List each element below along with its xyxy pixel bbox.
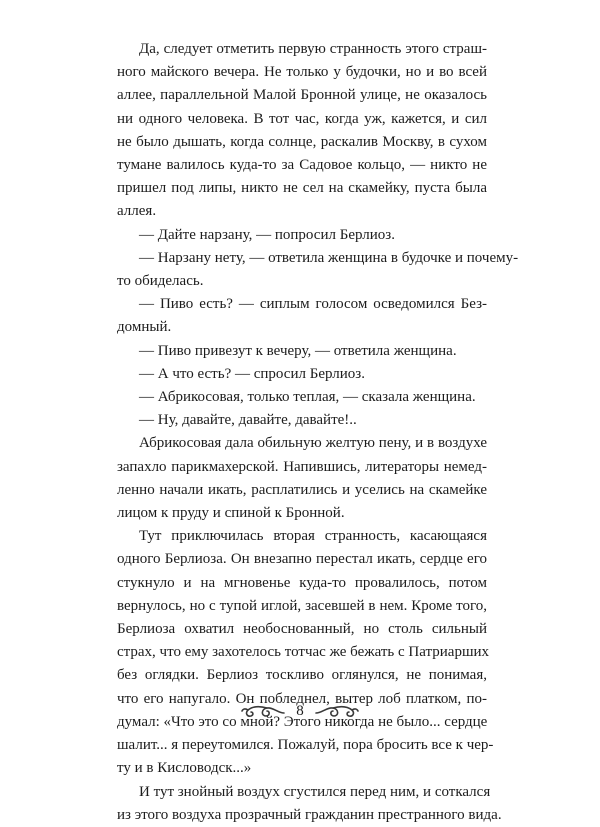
paragraph <box>117 247 519 293</box>
text-line: стукнуло и на мгновенье куда-то провалилось, потом <box>117 574 487 591</box>
text-line: не было дышать, когда солнце, раскалив Москву, в сухом <box>117 133 487 150</box>
text-line: — Абрикосовая, только теплая, — сказала женщина. <box>139 389 476 406</box>
text-line: Абрикосовая дала обильную желтую пену, и в воздухе <box>139 435 487 452</box>
paragraph <box>117 363 487 386</box>
text-line: домный. <box>117 319 172 336</box>
paragraph <box>117 525 494 780</box>
page-footer <box>0 696 600 726</box>
text-line: — Дайте нарзану, — попросил Берлиоз. <box>139 226 395 243</box>
scroll-ornament-right-icon <box>314 703 360 719</box>
paragraph <box>117 293 487 339</box>
paragraph <box>117 781 502 827</box>
text-line: — Пиво привезут к вечеру, — ответила женщина. <box>139 342 457 359</box>
paragraph <box>117 38 487 224</box>
text-line: — Пиво есть? — сиплым голосом осведомился Без- <box>139 296 487 313</box>
text-line: шалит... я переутомился. Пожалуй, пора бросить все к чер- <box>117 737 494 754</box>
text-line: ленно начали икать, расплатились и уселись на скамейке <box>117 481 487 498</box>
paragraph <box>117 340 487 363</box>
text-line: то обиделась. <box>117 273 204 290</box>
paragraph <box>117 409 487 432</box>
text-line: аллея. <box>117 203 157 220</box>
text-line: ни одного человека. В тот час, когда уж, кажется, и сил <box>117 110 487 127</box>
text-line: Да, следует отметить первую странность этого страш- <box>139 41 487 57</box>
text-line: одного Берлиоза. Он внезапно перестал икать, сердце его <box>117 551 487 568</box>
text-line: — Ну, давайте, давайте, давайте!.. <box>139 412 357 429</box>
text-line: думал: «Что это со мной? Этого никогда не было... сердце <box>117 713 488 730</box>
text-line: Тут приключилась вторая странность, касающаяся <box>139 528 487 545</box>
text-line: тумане валилось куда-то за Садовое кольцо, — никто не <box>117 157 487 174</box>
scroll-ornament-left-icon <box>240 703 286 719</box>
text-line: лицом к пруду и спиной к Бронной. <box>117 505 345 522</box>
text-line: аллее, параллельной Малой Бронной улице, не оказалось <box>117 87 487 104</box>
paragraph <box>117 432 487 525</box>
text-line: пришел под липы, никто не сел на скамейку, пуста была <box>117 180 487 197</box>
paragraph <box>117 386 487 409</box>
text-line: без оглядки. Берлиоз тоскливо оглянулся, не понимая, <box>117 667 487 684</box>
page-number: 8 <box>296 702 304 719</box>
text-line: что его напугало. Он побледнел, вытер лоб платком, по- <box>117 690 487 707</box>
text-line: страх, что ему захотелось тотчас же бежать с Патриарших <box>117 644 490 661</box>
text-line: из этого воздуха прозрачный гражданин престранного вида. <box>117 806 502 823</box>
text-line: — Нарзану нету, — ответила женщина в будочке и почему- <box>139 249 519 266</box>
text-line: ту и в Кисловодск...» <box>117 760 252 777</box>
text-line: ного майского вечера. Не только у будочки, но и во всей <box>117 64 487 81</box>
text-line: Берлиоза охватил необоснованный, но столь сильный <box>117 621 487 638</box>
text-line: вернулось, но с тупой иглой, засевшей в нем. Кроме того, <box>117 597 487 614</box>
text-line: И тут знойный воздух сгустился перед ним, и соткался <box>139 783 491 800</box>
text-line: — А что есть? — спросил Берлиоз. <box>139 365 365 382</box>
paragraph <box>117 224 487 247</box>
text-line: запахло парикмахерской. Напившись, литераторы немед- <box>117 458 487 475</box>
